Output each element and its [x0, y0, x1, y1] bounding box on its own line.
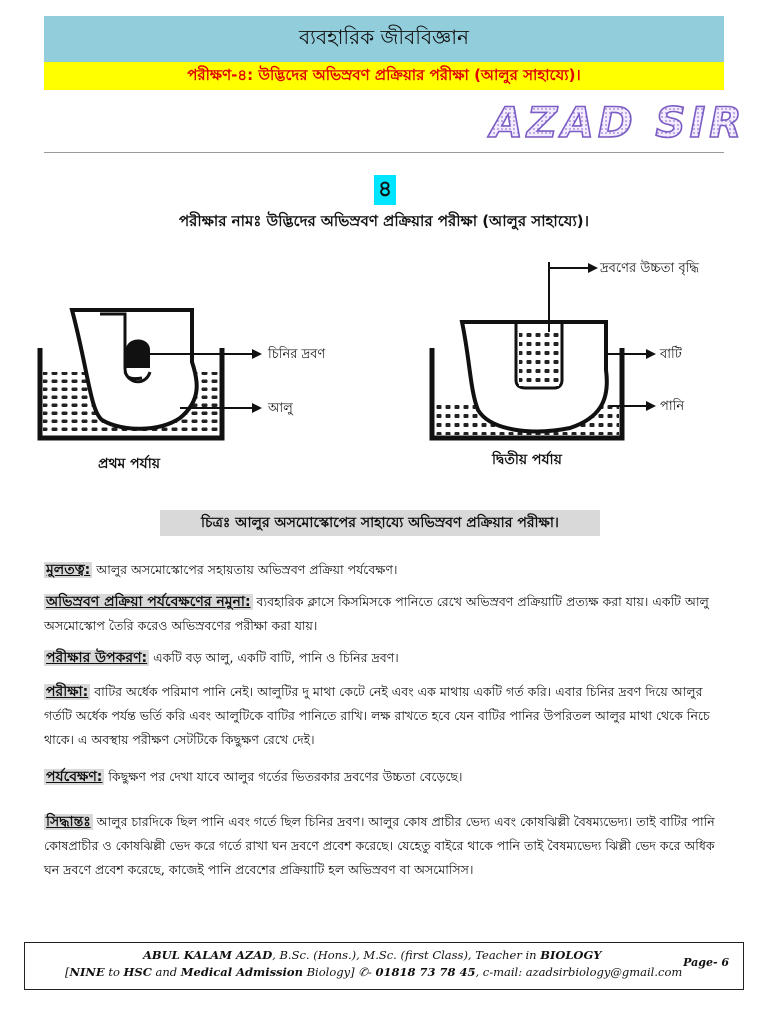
principle-text: আলুর অসমোস্কোপের সহায়তায় অভিস্রবণ প্রক্রিয়া পর্যবেক্ষণ। — [92, 562, 398, 577]
observation-label: পর্যবেক্ষণ: — [46, 769, 103, 785]
procedure-label: পরীক্ষা: — [46, 684, 89, 700]
stage-two-setup — [432, 260, 699, 468]
conclusion-label: সিদ্ধান্তঃ — [46, 814, 91, 830]
conclusion-paragraph — [44, 810, 724, 882]
page-number: Page- 6 — [683, 956, 729, 969]
footer-credentials: , B.Sc. (Hons.), M.Sc. (first Class), Teacher in — [272, 948, 541, 962]
label-potato: আলু — [268, 401, 293, 416]
experiment-subtitle: পরীক্ষণ-৪: উদ্ভিদের অভিস্রবণ প্রক্রিয়ার পরীক্ষা (আলুর সাহায্যে)। — [44, 62, 724, 90]
label-height-increase: দ্রবণের উচ্চতা বৃদ্ধি — [600, 261, 699, 276]
footer-bracket-open: [ — [65, 965, 70, 979]
stage-two-label: দ্বিতীয় পর্যায় — [492, 452, 562, 468]
page-header-title: ব্যবহারিক জীববিজ্ঞান — [44, 16, 724, 62]
footer-author: ABUL KALAM AZAD — [143, 948, 273, 962]
sample-label: অভিস্রবণ প্রক্রিয়া পর্যবেক্ষণের নমুনা: — [46, 594, 251, 610]
sample-text: ব্যবহারিক ক্লাসে কিসমিসকে পানিতে রেখে অভিস্রবণ প্রক্রিয়াটি প্রত্যক্ষ করা যায়। একটি আলু অসমোস্কোপ তৈরি করেও অভিস্রবণের পরীক্ষা করা যায়। — [44, 594, 709, 633]
footer-and: and — [151, 965, 181, 979]
stage-one-setup — [40, 310, 326, 472]
label-bowl: বাটি — [660, 347, 682, 362]
materials-text: একটি বড় আলু, একটি বাটি, পানি ও চিনির দ্রবণ। — [149, 650, 399, 665]
principle-paragraph — [44, 558, 724, 582]
footer-phone: 01818 73 78 45 — [375, 965, 476, 979]
footer-author-line — [143, 948, 602, 962]
materials-paragraph — [44, 646, 724, 670]
principle-label: মুলতত্ব: — [46, 562, 91, 578]
procedure-paragraph — [44, 680, 724, 752]
footer-subject: BIOLOGY — [540, 948, 602, 962]
label-water: পানি — [660, 399, 685, 414]
experiment-name: পরীক্ষার নামঃ উদ্ভিদের অভিস্রবণ প্রক্রিয়ার পরীক্ষা (আলুর সাহায্যে)। — [178, 212, 590, 230]
footer-phone-prefix: - — [367, 965, 376, 979]
stage-one-label: প্রথম পর্যায় — [98, 456, 161, 472]
header-divider — [44, 152, 724, 153]
sample-paragraph — [44, 590, 724, 638]
footer-medical: Medical Admission — [180, 965, 303, 979]
materials-label: পরীক্ষার উপকরণ: — [46, 650, 148, 666]
footer-contact-line — [65, 965, 682, 979]
footer-to: to — [104, 965, 124, 979]
conclusion-text: আলুর চারদিকে ছিল পানি এবং গর্তে ছিল চিনির দ্রবণ। আলুর কোষ প্রাচীর ভেদ্য এবং কোষঝিল্লী বৈষম্যভেদ্য। তাই বাটির পানি কোষপ্রাচীর ও কোষঝিল্লী ভেদ করে গর্তে রাখা ঘন দ্রবণে প্রবেশ করেছে। যেহেতু বাইরে থাকে পানি তাই বৈষম্যভেদ্য ঝিল্লী ভেদ করে অধিক ঘন দ্রবণে প্রবেশ করেছে, কাজেই পানি প্রবেশের প্রক্রিয়াটি হল অভিস্রবণ বা অসমোসিস। — [44, 814, 715, 877]
label-sugar-solution: চিনির দ্রবণ — [268, 347, 326, 362]
footer-hsc: HSC — [123, 965, 152, 979]
observation-text: কিছুক্ষণ পর দেখা যাবে আলুর গর্তের ভিতরকার দ্রবণের উচ্চতা বেড়েছে। — [104, 769, 463, 784]
azad-sir-logo — [490, 95, 746, 147]
phone-icon: ✆ — [358, 965, 368, 979]
osmoscope-diagram — [30, 250, 750, 490]
experiment-number: ৪ — [374, 175, 396, 205]
footer-email: , c-mail: azadsirbiology@gmail.com — [475, 965, 683, 979]
procedure-text: বাটির অর্ধেক পরিমাণ পানি নেই। আলুটির দু মাথা কেটে নেই এবং এক মাথায় একটি গর্ত করি। এবার চিনির দ্রবণ দিয়ে আলুর গর্তটি অর্ধেক পর্যন্ত ভর্তি করি এবং আলুটিকে বাটির পানিতে রাখি। লক্ষ রাখতে হবে যেন বাটির পানির উপরিতল আলুর মাথা থেকে নিচে থাকে। এ অবস্থায় পরীক্ষণ সেটটিকে কিছুক্ষণ রেখে দেই। — [44, 684, 710, 747]
page-footer — [24, 942, 744, 990]
observation-paragraph — [44, 765, 724, 789]
logo-text: AZAD SIR — [490, 98, 746, 147]
figure-caption: চিত্রঃ আলুর অসমোস্কোপের সাহায্যে অভিস্রবণ প্রক্রিয়ার পরীক্ষা। — [160, 510, 600, 536]
footer-nine: NINE — [69, 965, 105, 979]
footer-biology: Biology] — [302, 965, 359, 979]
